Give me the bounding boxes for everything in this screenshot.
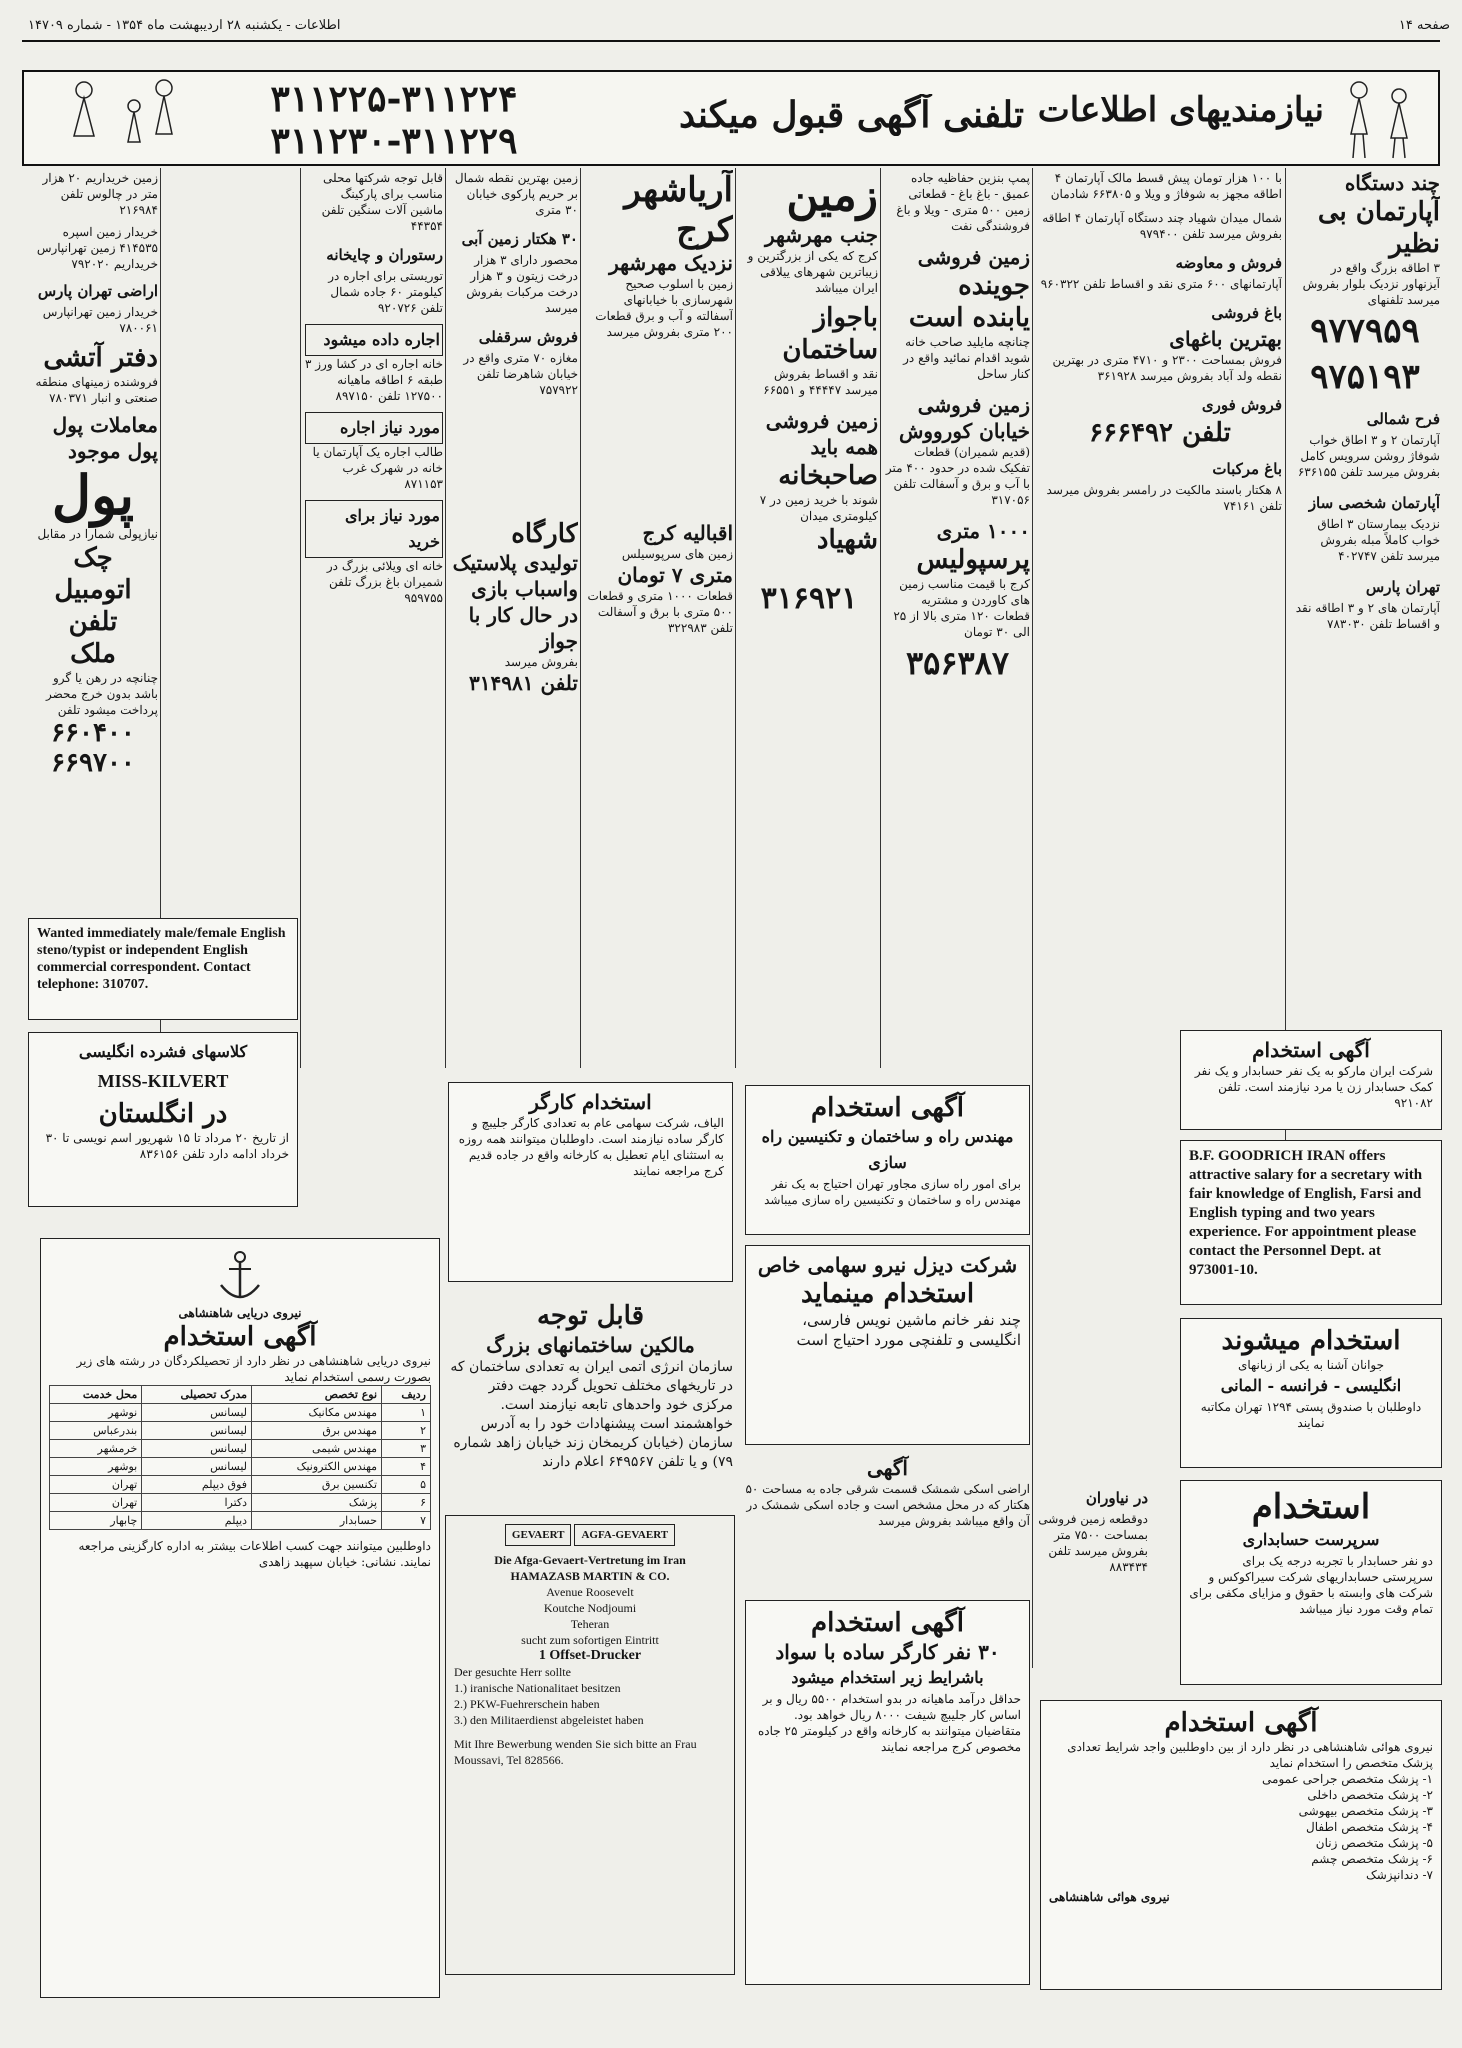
navy-recruitment-ad	[40, 1238, 440, 1998]
ad-heading: فروش و معاوضه	[1175, 254, 1282, 272]
ad-phone: ۳۱۶۹۲۱	[760, 581, 858, 616]
ad-heading: کلاسهای فشرده انگلیسی	[78, 1042, 248, 1061]
ad-heading: شهیاد	[816, 525, 878, 555]
ad-body: نزدیک بیمارستان ۳ اطاق خواب کاملاً مبله بفروش میرسد تلفن ۴۰۲۷۴۷	[1317, 517, 1440, 563]
ad-phone: ۶۶۰۴۰۰	[51, 718, 135, 748]
column-rule	[580, 168, 581, 1068]
table-cell: ۷	[382, 1512, 431, 1530]
ad-heading: تولیدی پلاستیک واسباب بازی در حال کار با جواز	[452, 551, 578, 653]
banner-subtitle: تلفنی آگهی قبول میکند	[679, 94, 1024, 136]
table-cell: چابهار	[50, 1512, 142, 1530]
table-cell: حسابدار	[252, 1512, 382, 1530]
list-item: ۱- پزشک متخصص جراحی عمومی	[1262, 1772, 1433, 1786]
ad-heading: زمین فروشی	[917, 245, 1030, 269]
ad-heading: اقبالیه کرج	[642, 521, 733, 545]
column-2	[1038, 170, 1282, 1175]
ad-line: sucht zum sofortigen Eintritt	[521, 1633, 659, 1647]
ad-body: مغازه ۷۰ متری واقع در خیابان شاهرضا تلفن ۷۵۷۹۲۲	[463, 351, 578, 397]
anchor-emblem-icon	[215, 1249, 265, 1305]
ad-line: HAMAZASB MARTIN & CO.	[510, 1569, 670, 1583]
ad-phone: تلفن ۶۶۶۴۹۲	[1089, 418, 1231, 448]
ad-heading: آگهی استخدام	[163, 1322, 317, 1352]
header-rule	[22, 40, 1440, 42]
ad-body: خریدار زمین تهرانپارس ۷۸۰۰۶۱	[42, 305, 158, 335]
ad-line: Die Afga-Gevaert-Vertretung im Iran	[494, 1553, 686, 1567]
table-header: ردیف	[382, 1386, 431, 1404]
ad-heading-en: MISS-KILVERT	[97, 1071, 229, 1091]
ad-body: داوطلبین میتوانند جهت کسب اطلاعات بیشتر به اداره کارگزینی مراجعه نمایند. نشانی: خیابان سپهبد زاهدی	[78, 1539, 431, 1569]
table-cell: ۲	[382, 1422, 431, 1440]
ad-line: Mit Ihre Bewerbung wenden Sie sich bitte an Frau Moussavi, Tel 828566.	[454, 1737, 697, 1767]
ad-heading: یابنده است	[908, 303, 1030, 333]
ad-body: شوند با خرید زمین در ۷ کیلومتری میدان	[759, 493, 878, 523]
table-cell: خرمشهر	[50, 1440, 142, 1458]
table-cell: لیسانس	[142, 1404, 252, 1422]
list-item: ۵- پزشک متخصص زنان	[1315, 1836, 1433, 1850]
ad-body: قابل توجه شرکتها محلی مناسب برای پارکینگ ماشین آلات سنگین تلفن ۴۴۳۵۴	[321, 171, 443, 233]
ad-heading: انگلیسی - فرانسه - المانی	[1220, 1376, 1402, 1395]
column-6	[450, 170, 578, 1050]
table-cell: دکترا	[142, 1494, 252, 1512]
ad-heading: تهران پارس	[1365, 578, 1440, 596]
ad-heading: اراضی تهران پارس	[37, 282, 158, 300]
ad-heading: آگهی استخدام	[1164, 1708, 1318, 1738]
ad-body: خریدار زمین اسپره ۴۱۴۵۳۵ زمین تهرانپارس خریداریم ۷۹۲۰۲۰	[36, 225, 158, 271]
table-cell: بوشهر	[50, 1458, 142, 1476]
family-illustration	[44, 76, 194, 162]
banner-phone-1: ۳۱۱۲۲۵-۳۱۱۲۲۴	[270, 78, 518, 120]
ad-heading: معاملات پول	[52, 413, 158, 437]
ad-heading: خیابان کورووش	[898, 419, 1030, 443]
ad-heading: پول	[51, 463, 135, 527]
column-rule	[1032, 168, 1033, 1668]
ad-heading: چک	[73, 543, 113, 573]
ad-heading: اجاره داده میشود	[305, 324, 443, 356]
ad-heading: شرکت دیزل نیرو سهامی خاص	[757, 1253, 1018, 1277]
diesel-company-ad	[745, 1245, 1030, 1445]
ad-heading: دفتر آتشی	[43, 343, 158, 373]
table-cell: ۵	[382, 1476, 431, 1494]
ad-body: نیروی هوائی شاهنشاهی در نظر دارد از بین داوطلبین واجد شرایط تعدادی پزشک متخصص را استخدام نماید	[1067, 1740, 1433, 1770]
ad-body: با ۱۰۰ هزار تومان پیش قسط مالک آپارتمان ۴ اطاقه مجهز به شوفاژ و ویلا و ۶۶۳۸۰۵ شادمان	[1050, 171, 1282, 201]
ad-line: Teheran	[570, 1617, 610, 1631]
ad-body: قطعات ۱۰۰۰ متری و قطعات ۵۰۰ متری با برق و آسفالت تلفن ۳۲۲۹۸۳	[587, 589, 733, 635]
ad-heading: ۳۰ نفر کارگر ساده با سواد	[775, 1640, 1000, 1664]
ad-heading: پرسپولیس	[916, 545, 1030, 575]
ad-body: از تاریخ ۲۰ مرداد تا ۱۵ شهریور اسم نویسی تا ۳۰ خرداد ادامه دارد تلفن ۸۳۶۱۵۶	[45, 1131, 289, 1161]
table-cell: مهندس شیمی	[252, 1440, 382, 1458]
table-cell: پزشک	[252, 1494, 382, 1512]
column-rule	[1285, 168, 1286, 1178]
ad-line: Koutche Nodjoumi	[543, 1601, 637, 1615]
column-rule	[445, 168, 446, 1068]
ad-heading: آریاشهر	[624, 170, 733, 210]
ad-heading: در انگلستان	[98, 1099, 228, 1129]
publication-info: اطلاعات - یکشنبه ۲۸ اردیبهشت ماه ۱۳۵۴ - شماره ۱۴۷۰۹	[28, 18, 341, 33]
accountant-hiring-ad	[1180, 1030, 1442, 1130]
ad-heading: آگهی استخدام	[811, 1608, 964, 1638]
ad-body: بفروش میرسد	[504, 655, 578, 669]
goodrich-ad: B.F. GOODRICH IRAN offers attractive salary for a secretary with fair knowledge of English, Farsi and English typing and two years experience. For appointment please contact the Personnel Dept. at 973001-10.	[1180, 1140, 1442, 1305]
banner-phones	[244, 78, 544, 162]
ad-heading: ۱۰۰۰ متری	[936, 519, 1030, 543]
ad-heading: آپارتمان بی نظیر	[1317, 197, 1440, 259]
ad-body: نیروی دریایی شاهنشاهی در نظر دارد از تحصیلکردگان در رشته های زیر بصورت رسمی استخدام نماید	[76, 1354, 431, 1384]
ad-heading: مورد نیاز اجاره	[305, 412, 443, 444]
ad-body: چنانچه در رهن یا گرو باشد بدون خرج محضر پرداخت میشود تلفن	[45, 671, 158, 717]
niavaran-ad	[1038, 1485, 1148, 1585]
ad-heading: مالکین ساختمانهای بزرگ	[486, 1333, 695, 1357]
engineer-hiring-ad	[745, 1085, 1030, 1235]
ad-heading: قابل توجه	[536, 1301, 644, 1331]
ad-body: شرکت ایران مارکو به یک نفر حسابدار و یک نفر کمک حسابدار زن یا مرد نیازمند است. تلفن ۹۲۱۰۸۲	[1194, 1064, 1433, 1110]
ad-body: زمین های سرپوسیلس	[621, 547, 733, 561]
ad-line: 3.) den Militaerdienst abgeleistet haben	[454, 1713, 644, 1727]
banner-phone-2: ۳۱۱۲۳۰-۳۱۱۲۲۹	[270, 120, 518, 162]
table-cell: تکنسین برق	[252, 1476, 382, 1494]
ad-heading: زمین	[786, 170, 878, 221]
navy-positions-table	[49, 1385, 431, 1530]
ad-heading: ۳۰ هکتار زمین آبی	[461, 230, 578, 248]
ad-heading: کرج	[676, 210, 733, 250]
kilvert-ad	[28, 1032, 298, 1207]
ad-phone: تلفن ۳۱۴۹۸۱	[469, 671, 578, 695]
ad-heading: جوینده	[958, 271, 1030, 301]
column-3	[885, 170, 1030, 1070]
ski-land-ad	[745, 1455, 1030, 1580]
ad-body: کرج که یکی از بزرگترین و زیباترین شهرهای ییلاقی ایران میباشد	[747, 249, 878, 295]
ad-phone: ۹۷۵۱۹۳	[1310, 357, 1420, 397]
ad-heading: اتومبیل	[54, 575, 132, 605]
table-header: مدرک تحصیلی	[142, 1386, 252, 1404]
ad-line: 1 Offset-Drucker	[538, 1648, 642, 1663]
ad-heading: باشرایط زیر استخدام میشود	[791, 1668, 984, 1687]
ad-body: سازمان انرژی اتمی ایران به تعدادی ساختمان که در تاریخهای مختلف تحویل گردد جهت دفتر مرکزی خود واحدهای تابعه نیازمند است. خواهشمند است پیشنهادات خود را به آدرس سازمان (خیابان کریمخان زند خیابان زاهد شماره ۷۹) و یا تلفن ۶۴۹۵۶۷ اعلام دارند	[450, 1359, 733, 1470]
ad-body: شمال میدان شهیاد چند دستگاه آپارتمان ۴ اطاقه بفروش میرسد تلفن ۹۷۹۴۰۰	[1042, 211, 1282, 241]
ad-body: دوقطعه زمین فروشی بمساحت ۷۵۰۰ متر بفروش میرسد تلفن ۸۸۳۴۳۴	[1038, 1512, 1148, 1574]
column-1	[1290, 170, 1440, 1175]
ad-heading: رستوران و چایخانه	[326, 246, 443, 264]
ad-heading: فرح شمالی	[1366, 410, 1440, 428]
ad-body: خانه ای ویلائی بزرگ در شمیران باغ بزرگ تلفن ۹۵۹۷۵۵	[326, 559, 443, 605]
ad-signature: نیروی هوائی شاهنشاهی	[1049, 1890, 1170, 1904]
column-rule	[160, 168, 161, 1048]
table-row	[50, 1494, 431, 1512]
ad-line: Avenue Roosevelt	[546, 1585, 634, 1599]
ad-heading: استخدام میشوند	[1221, 1326, 1401, 1356]
ad-heading: باغ فروشی	[1211, 304, 1282, 322]
table-cell: نوشهر	[50, 1404, 142, 1422]
atomic-energy-ad	[448, 1300, 733, 1505]
agfa-logo: GEVAERT	[505, 1524, 572, 1546]
labor-hiring-ad	[745, 1600, 1030, 1985]
ad-body: دو نفر حسابدار با تجربه درجه یک برای سرپرستی حسابداریهای شرکت سیراکوکس و شرکت های وابسته با حقوق و مزایای مکفی برای تمام وقت مورد نیاز میباشد	[1189, 1554, 1433, 1616]
table-cell: فوق دیپلم	[142, 1476, 252, 1494]
ad-heading: نزدیک مهرشهر	[609, 251, 733, 275]
ad-body: نیازپولی شمارا در مقابل	[37, 527, 158, 541]
table-cell: لیسانس	[142, 1458, 252, 1476]
ad-heading: زمین فروشی	[917, 393, 1030, 417]
ad-body: نقد و اقساط بفروش میرسد ۴۴۴۴۷ و ۶۶۵۵۱	[763, 367, 878, 397]
ad-body: ۸ هکتار باسند مالکیت در رامسر بفروش میرسد تلفن ۷۴۱۶۱	[1046, 483, 1282, 513]
ad-body: آپارتمان ۲ و ۳ اطاق خواب شوفاژ روشن سرویس کامل بفروش میرسد تلفن ۶۳۶۱۵۵	[1297, 433, 1440, 479]
agfa-gevaert-ad	[445, 1515, 735, 1975]
ad-body: برای امور راه سازی مجاور تهران احتیاج به یک نفر مهندس راه و ساختمان و تکنیسین راه سازی میباشد	[764, 1177, 1021, 1207]
ad-heading: باغ مرکبات	[1212, 460, 1282, 478]
table-cell: تهران	[50, 1494, 142, 1512]
table-cell: مهندس مکانیک	[252, 1404, 382, 1422]
ad-heading: چند دستگاه	[1344, 171, 1440, 195]
ad-line: 1.) iranische Nationalitaet besitzen	[454, 1681, 621, 1695]
ad-body: فروشنده زمینهای منطقه صنعتی و انبار ۷۸۰۳۷۱	[35, 375, 158, 405]
navy-org: نیروی دریایی شاهنشاهی	[178, 1306, 302, 1320]
ad-heading: زمین فروشی همه باید	[765, 409, 878, 459]
table-cell: لیسانس	[142, 1422, 252, 1440]
ad-body: آپارتمانهای ۶۰۰ متری نقد و اقساط تلفن ۹۶۰۳۲۲	[1040, 277, 1282, 291]
ad-phone: ۶۶۹۷۰۰	[51, 748, 135, 778]
ad-heading: جنب مهرشهر	[765, 223, 878, 247]
ad-heading: مورد نیاز برای خرید	[305, 500, 443, 558]
ad-body: داوطلبان با صندوق پستی ۱۲۹۴ تهران مکاتبه نمایند	[1200, 1400, 1422, 1430]
ad-line: 2.) PKW-Fuehrerschein haben	[454, 1697, 600, 1711]
ad-phone: ۹۷۷۹۵۹	[1310, 311, 1420, 351]
couple-illustration	[1329, 76, 1434, 162]
ad-heading: در نیاوران	[1085, 1489, 1148, 1507]
ad-heading: بهترین باغهای	[1169, 327, 1282, 351]
ad-line: Der gesuchte Herr sollte	[454, 1665, 571, 1679]
ad-body: فروش بمساحت ۲۳۰۰ و ۴۷۱۰ متری در بهترین نقطه ولد آباد بفروش میرسد ۳۶۱۹۲۸	[1052, 353, 1282, 383]
ad-body: چند نفر خانم ماشین نویس فارسی، انگلیسی و تلفنچی مورد احتیاج است	[796, 1311, 1021, 1349]
language-hiring-ad	[1180, 1318, 1442, 1468]
table-row	[50, 1404, 431, 1422]
ad-heading: متری ۷ تومان	[617, 563, 733, 587]
ad-heading: آپارتمان شخصی ساز	[1308, 494, 1440, 512]
worker-hiring-ad	[448, 1082, 733, 1282]
column-8	[28, 170, 158, 910]
table-cell: ۴	[382, 1458, 431, 1476]
column-5	[585, 170, 733, 1050]
ad-body: زمین خریداریم ۲۰ هزار متر در چالوس تلفن ۲۱۶۹۸۴	[42, 171, 158, 217]
page-number: صفحه ۱۴	[1398, 18, 1450, 33]
ad-body: محصور دارای ۳ هزار درخت زیتون و ۳ هزار درخت مرکبات بفروش میرسد	[466, 253, 578, 315]
list-item: ۷- دندانپزشک	[1365, 1868, 1433, 1882]
ad-heading: باجواز ساختمان	[782, 303, 878, 365]
ad-body: ۳ اطاقه بزرگ واقع در آیزنهاور نزدیک بلوار بفروش میرسد تلفنهای	[1302, 261, 1440, 307]
ad-heading: کارگاه	[511, 519, 578, 549]
ad-heading: استخدام	[1251, 1487, 1371, 1527]
column-rule	[880, 168, 881, 1068]
column-rule	[300, 168, 301, 1068]
table-cell: دیپلم	[142, 1512, 252, 1530]
table-row	[50, 1512, 431, 1530]
ad-body: پمپ بنزین حفاظیه جاده عمیق - باغ باغ - قطعاتی زمین ۵۰۰ متری - ویلا و باغ فروشندگی نفت	[896, 171, 1030, 233]
ad-body: آپارتمان های ۲ و ۳ اطاقه نقد و اقساط تلفن ۷۸۳۰۳۰	[1295, 601, 1440, 631]
table-row	[50, 1476, 431, 1494]
table-cell: مهندس الکترونیک	[252, 1458, 382, 1476]
ad-body: کرج با قیمت مناسب زمین های کاوردن و مشتریه قطعات ۱۲۰ متری بالا از ۲۵ الی ۳۰ تومان	[893, 577, 1030, 639]
ad-heading: آگهی استخدام	[1252, 1038, 1370, 1062]
agfa-logo: AGFA-GEVAERT	[574, 1524, 675, 1546]
table-cell: ۶	[382, 1494, 431, 1512]
ad-body: حداقل درآمد ماهیانه در بدو استخدام ۵۵۰۰ ریال و بر اساس کار جلیبچ شیفت ۸۰۰۰ ریال خواهد بود. متقاضیان میتوانند به کارخانه واقع در کیلومتر ۲۵ جاده مخصوص کرج مراجعه نمایند	[758, 1692, 1021, 1754]
ad-body: توریستی برای اجاره در کیلومتر ۶۰ جاده شمال تلفن ۹۲۰۷۲۶	[328, 269, 443, 315]
table-cell: ۱	[382, 1404, 431, 1422]
list-item: ۴- پزشک متخصص اطفال	[1306, 1820, 1433, 1834]
air-force-hiring-ad	[1040, 1700, 1442, 1990]
table-header: محل خدمت	[50, 1386, 142, 1404]
ad-heading: فروش سرقفلی	[478, 328, 578, 346]
ad-heading: صاحبخانه	[778, 461, 878, 491]
ad-heading: سرپرست حسابداری	[1242, 1530, 1380, 1549]
table-cell: مهندس برق	[252, 1422, 382, 1440]
list-item: ۶- پزشک متخصص چشم	[1311, 1852, 1433, 1866]
banner-title: نیازمندیهای اطلاعات	[1037, 90, 1324, 130]
list-item: ۲- پزشک متخصص داخلی	[1307, 1788, 1433, 1802]
ad-heading: ملک	[70, 639, 116, 669]
ad-heading: پول موجود	[67, 439, 158, 463]
ad-body: جوانان آشنا به یکی از زبانهای	[1237, 1358, 1385, 1372]
ad-heading: استخدام مینماید	[800, 1279, 975, 1309]
ad-body: (قدیم شمیران) قطعات تفکیک شده در حدود ۴۰۰ متر با آب و برق و آسفالت تلفن ۳۱۷۰۵۶	[885, 445, 1030, 507]
classifieds-banner	[22, 70, 1440, 166]
ad-body: الیاف، شرکت سهامی عام به تعدادی کارگر جلیبچ و کارگر ساده نیازمند است. داوطلبان میتوانند همه روزه به استثنای ایام تعطیل به کارخانه واقع در جاده قدیم کرج مراجعه نمایند	[458, 1116, 724, 1178]
table-row	[50, 1422, 431, 1440]
english-wanted-ad: Wanted immediately male/female English steno/typist or independent English commercial correspondent. Contact telephone: 310707.	[28, 918, 298, 1020]
ad-heading: مهندس راه و ساختمان و تکنیسین راه سازی	[761, 1127, 1014, 1172]
column-4	[740, 170, 878, 1050]
table-row	[50, 1440, 431, 1458]
table-row	[50, 1458, 431, 1476]
table-cell: لیسانس	[142, 1440, 252, 1458]
ad-heading: فروش فوری	[1201, 396, 1282, 414]
ad-body: خانه اجاره ای در کشا ورز ۳ طبقه ۶ اطاقه ماهیانه ۱۲۷۵۰۰ تلفن ۸۹۷۱۵۰	[305, 357, 443, 403]
ad-heading: آگهی استخدام	[811, 1093, 964, 1123]
ad-phone: ۳۵۶۳۸۷	[905, 644, 1010, 682]
table-cell: تهران	[50, 1476, 142, 1494]
ad-body: طالب اجاره یک آپارتمان یا خانه در شهرک غرب ۸۷۱۱۵۳	[312, 445, 443, 491]
ad-heading: آگهی	[867, 1456, 908, 1480]
table-cell: ۳	[382, 1440, 431, 1458]
list-item: ۳- پزشک متخصص بیهوشی	[1298, 1804, 1433, 1818]
table-cell: بندرعباس	[50, 1422, 142, 1440]
ad-body: چنانچه مایلید صاحب خانه شوید اقدام نمائید واقع در کنار ساحل	[903, 335, 1030, 381]
ad-heading: استخدام کارگر	[529, 1090, 652, 1114]
column-rule	[735, 168, 736, 1068]
table-header: نوع تخصص	[252, 1386, 382, 1404]
ad-body: اراضی اسکی شمشک قسمت شرقی جاده به مساحت ۵۰ هکتار که در محل مشخص است و جاده اسکی شمشک در آن واقع میباشد بفروش میرسد	[745, 1482, 1030, 1528]
ad-heading: تلفن	[68, 607, 118, 637]
ad-body: زمین بهترین نقطه شمال بر حریم پارکوی خیابان ۳۰ متری	[454, 171, 578, 217]
column-7	[305, 170, 443, 1050]
accounting-supervisor-ad	[1180, 1480, 1442, 1685]
ad-body: زمین با اسلوب صحیح شهرسازی با خیابانهای آسفالته و آب و برق قطعات ۲۰۰ متری بفروش میرسد	[595, 277, 733, 339]
